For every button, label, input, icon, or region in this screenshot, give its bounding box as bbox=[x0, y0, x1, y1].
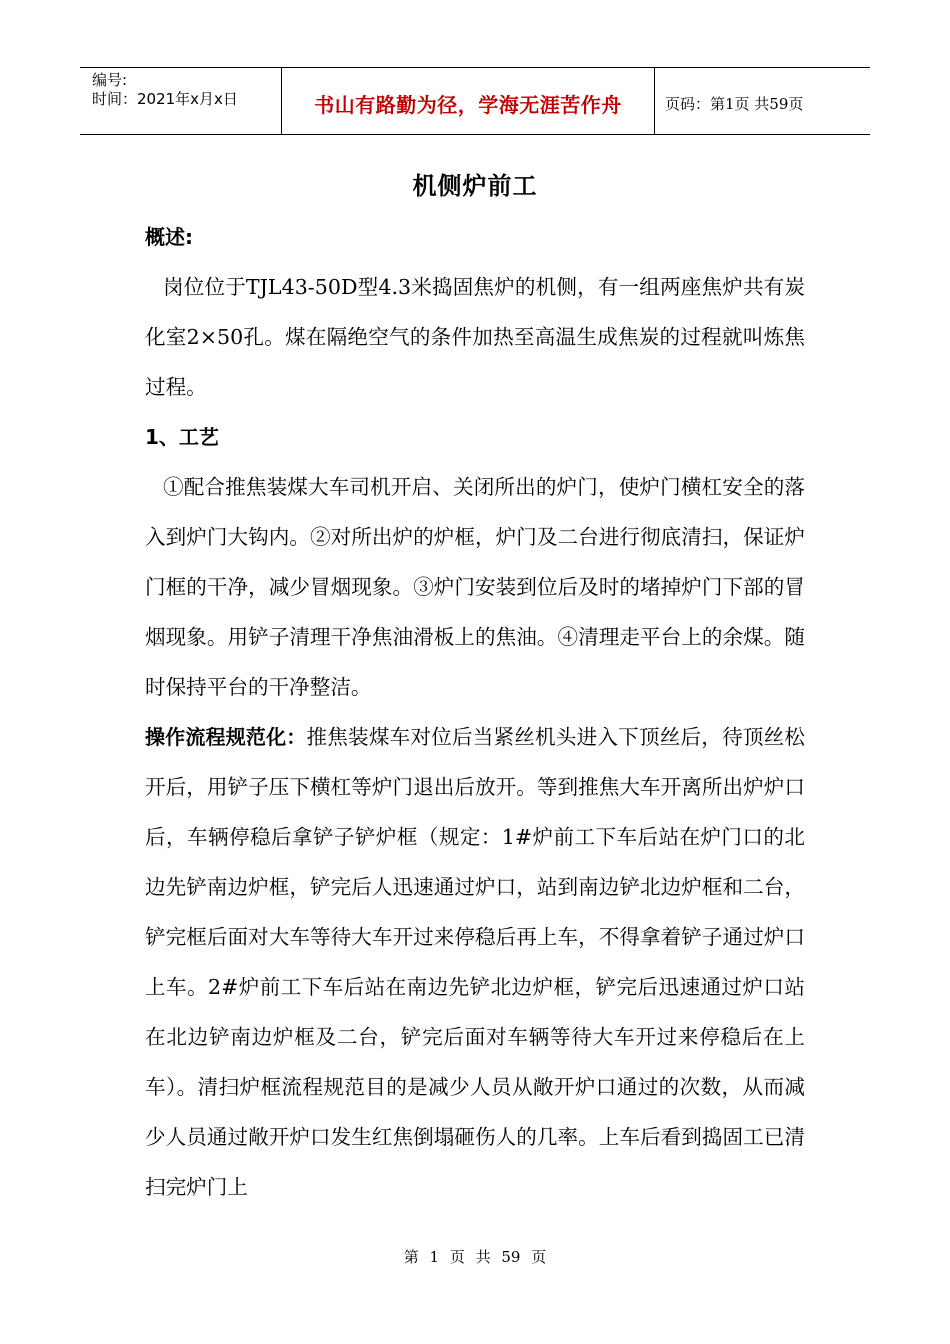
page-footer: 第 1 页 共 59 页 bbox=[403, 1248, 547, 1266]
overview-paragraph: 岗位位于TJL43-50D型4.3米捣固焦炉的机侧，有一组两座焦炉共有炭化室2×50孔。煤在隔绝空气的条件加热至高温生成焦炭的过程就叫炼焦过程。 bbox=[145, 275, 805, 399]
page-header bbox=[80, 67, 870, 135]
ops-heading: 操作流程规范化： bbox=[145, 725, 307, 749]
header-page-info: 页码：第1页 共59页 bbox=[665, 94, 804, 113]
header-motto-cell bbox=[282, 68, 655, 134]
document-title: 机侧炉前工 bbox=[412, 172, 538, 200]
process-paragraph: ①配合推焦装煤大车司机开启、关闭所出的炉门，使炉门横杠安全的落入到炉门大钩内。②对所出炉的炉框，炉门及二台进行彻底清扫，保证炉门框的干净，减少冒烟现象。③炉门安装到位后及时的堵掉炉门下部的冒烟现象。用铲子清理干净焦油滑板上的焦油。④清理走平台上的余煤。随时保持平台的干净整洁。 bbox=[145, 475, 805, 699]
header-motto: 书山有路勤为径，学海无涯苦作舟 bbox=[314, 92, 622, 117]
document-body bbox=[145, 212, 805, 1212]
ops-text: 推焦装煤车对位后当紧丝机头进入下顶丝后，待顶丝松开后，用铲子压下横杠等炉门退出后放开。等到推焦大车开离所出炉炉口后，车辆停稳后拿铲子铲炉框（规定：1#炉前工下车后站在炉门口的北边先铲南边炉框，铲完后人迅速通过炉口，站到南边铲北边炉框和二台，铲完框后面对大车等待大车开过来停稳后再上车，不得拿着铲子通过炉口上车。2#炉前工下车后站在南边先铲北边炉框，铲完后迅速通过炉口站在北边铲南边炉框及二台，铲完后面对车辆等待大车开过来停稳后在上车）。清扫炉框流程规范目的是减少人员从敞开炉口通过的次数，从而减少人员通过敞开炉口发生红焦倒塌砸伤人的几率。上车后看到捣固工已清扫完炉门上 bbox=[145, 725, 805, 1199]
process-heading: 1、工艺 bbox=[145, 425, 219, 449]
serial-label: 编号: bbox=[92, 71, 128, 89]
date-label: 时间：2021年x月x日 bbox=[92, 90, 238, 108]
ops-paragraph bbox=[145, 712, 805, 1212]
overview-heading: 概述: bbox=[145, 225, 193, 249]
header-meta bbox=[80, 68, 282, 134]
